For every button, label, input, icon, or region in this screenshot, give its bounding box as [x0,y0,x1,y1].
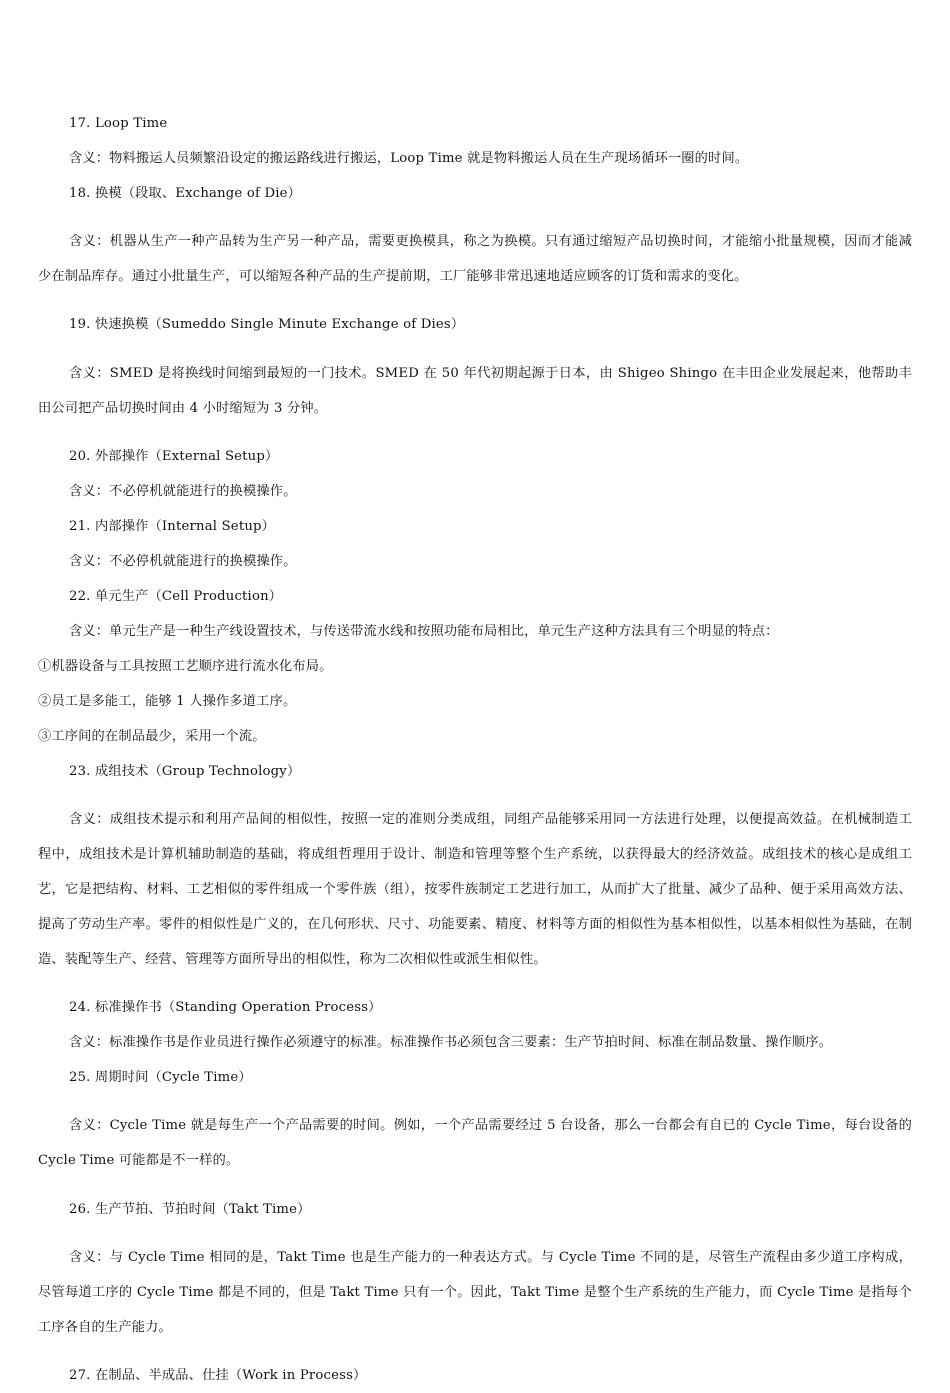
entry-20-heading: 20. 外部操作（External Setup） [69,448,279,464]
entry-26-heading: 26. 生产节拍、节拍时间（Takt Time） [69,1201,311,1217]
entry-18-body: 含义：机器从生产一种产品转为生产另一种产品，需要更换模具，称之为换模。只有通过缩短产品切换时间，才能缩小批量规模，因而才能减少在制品库存。通过小批量生产，可以缩短各种产品的生产提前期，工厂能够非常迅速地适应顾客的订货和需求的变化。 [38,234,912,285]
entry-25-body: 含义：Cycle Time 就是每生产一个产品需要的时间。例如，一个产品需要经过 5 台设备，那么一台都会有自已的 Cycle Time，每台设备的 Cycle Time 可能都是不一样的。 [38,1118,912,1169]
entry-22-point-2: ②员工是多能工，能够 1 人操作多道工序。 [38,693,297,709]
entry-19-body: 含义：SMED 是将换线时间缩到最短的一门技术。SMED 在 50 年代初期起源于日本，由 Shigeo Shingo 在丰田企业发展起来，他帮助丰田公司把产品切换时间由 4 小时缩短为 3 分钟。 [38,365,912,416]
entry-18-heading: 18. 换模（段取、Exchange of Die） [69,186,302,201]
entry-24-heading: 24. 标准操作书（Standing Operation Process） [69,1000,382,1016]
entry-25-heading: 25. 周期时间（Cycle Time） [69,1070,252,1086]
document-content [38,106,912,1393]
entry-27-heading: 27. 在制品、半成品、仕挂（Work in Process） [69,1367,367,1383]
entry-22-heading: 22. 单元生产（Cell Production） [69,588,283,604]
entry-24-body: 含义：标准操作书是作业员进行操作必须遵守的标准。标准操作书必须包含三要素：生产节拍时间、标准在制品数量、操作顺序。 [69,1035,833,1051]
entry-17-heading: 17. Loop Time [69,116,168,131]
entry-19-heading: 19. 快速换模（Sumeddo Single Minute Exchange of Dies） [69,317,465,333]
entry-22-point-3: ③工序间的在制品最少，采用一个流。 [38,728,266,744]
entry-23-body: 含义：成组技术提示和利用产品间的相似性，按照一定的准则分类成组，同组产品能够采用同一方法进行处理，以便提高效益。在机械制造工程中，成组技术是计算机辅助制造的基础，将成组哲理用于设计、制造和管理等整个生产系统，以获得最大的经济效益。成组技术的核心是成组工艺，它是把结构、材料、工艺相似的零件组成一个零件族（组），按零件族制定工艺进行加工，从而扩大了批量、减少了品种、便于采用高效方法、提高了劳动生产率。零件的相似性是广义的，在几何形状、尺寸、功能要素、精度、材料等方面的相似性为基本相似性，以基本相似性为基础，在制造、装配等生产、经营、管理等方面所导出的相似性，称为二次相似性或派生相似性。 [38,811,912,967]
entry-20-body: 含义：不必停机就能进行的换模操作。 [69,483,297,499]
entry-21-heading: 21. 内部操作（Internal Setup） [69,518,276,534]
entry-21-body: 含义：不必停机就能进行的换模操作。 [69,553,297,569]
entry-22-body: 含义：单元生产是一种生产线设置技术，与传送带流水线和按照功能布局相比，单元生产这种方法具有三个明显的特点： [69,623,779,639]
entry-26-body: 含义：与 Cycle Time 相同的是，Takt Time 也是生产能力的一种表达方式。与 Cycle Time 不同的是，尽管生产流程由多少道工序构成，尽管每道工序的 Cycle Time 都是不同的，但是 Takt Time 只有一个。因此，Takt Time 是整个生产系统的生产能力，而 Cycle Time 是指每个工序各自的生产能力。 [38,1249,912,1335]
entry-22-point-1: ①机器设备与工具按照工艺顺序进行流水化布局。 [38,658,333,674]
entry-23-heading: 23. 成组技术（Group Technology） [69,763,301,779]
entry-17-body: 含义：物料搬运人员频繁沿设定的搬运路线进行搬运，Loop Time 就是物料搬运人员在生产现场循环一圈的时间。 [69,151,749,166]
